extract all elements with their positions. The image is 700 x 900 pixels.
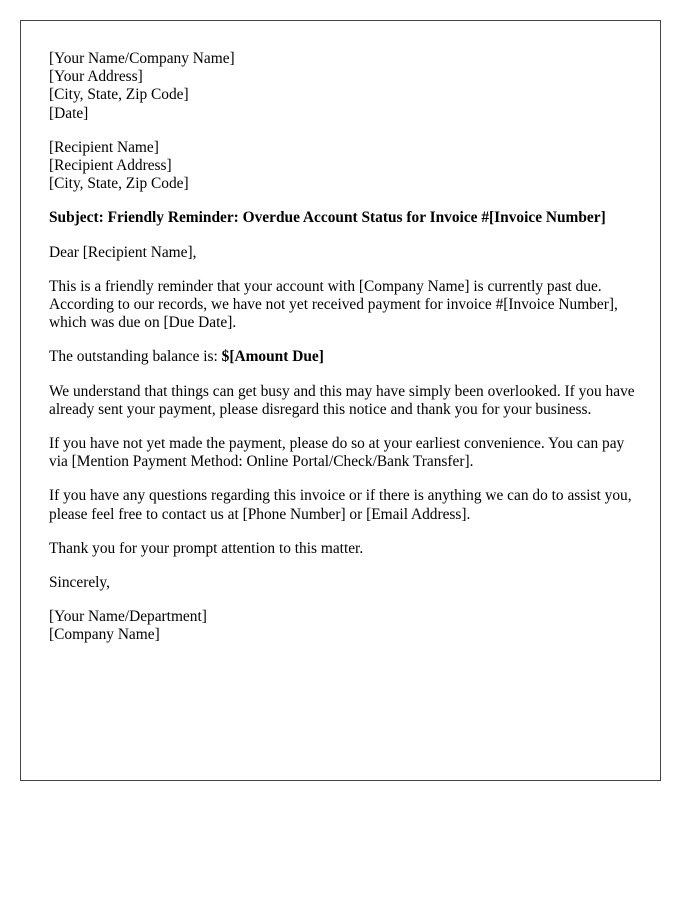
recipient-name: [Recipient Name] — [49, 138, 159, 156]
letter-date: [Date] — [49, 104, 89, 122]
balance-amount: $[Amount Due] — [221, 348, 324, 366]
balance-label: The outstanding balance is: — [49, 348, 222, 366]
sender-block — [49, 50, 639, 123]
letter-content — [49, 50, 639, 661]
paragraph-questions: If you have any questions regarding this invoice or if there is anything we can do to assist you, please feel free to contact us at [Phone Number] or [Email Address]. — [49, 487, 632, 523]
recipient-address: [Recipient Address] — [49, 157, 172, 175]
sender-name: [Your Name/Company Name] — [49, 50, 235, 67]
signature-company: [Company Name] — [49, 626, 160, 644]
sender-address: [Your Address] — [49, 68, 143, 86]
recipient-block — [49, 139, 639, 194]
paragraph-balance — [49, 348, 639, 366]
paragraph-reminder: This is a friendly reminder that your account with [Company Name] is currently past due. According to our records, we have not yet received payment for invoice #[Invoice Number], which was due on [Due Date]. — [49, 277, 618, 332]
paragraph-thanks: Thank you for your prompt attention to this matter. — [49, 539, 364, 557]
signature-block — [49, 608, 639, 644]
subject-line: Subject: Friendly Reminder: Overdue Account Status for Invoice #[Invoice Number] — [49, 209, 606, 227]
letter-page — [20, 20, 661, 781]
salutation: Dear [Recipient Name], — [49, 243, 197, 261]
closing: Sincerely, — [49, 574, 110, 592]
paragraph-overlooked: We understand that things can get busy and this may have simply been overlooked. If you have already sent your payment, please disregard this notice and thank you for your business. — [49, 382, 635, 418]
sender-city-state-zip: [City, State, Zip Code] — [49, 86, 189, 104]
signature-name: [Your Name/Department] — [49, 608, 207, 626]
recipient-city-state-zip: [City, State, Zip Code] — [49, 175, 189, 193]
paragraph-payment: If you have not yet made the payment, please do so at your earliest convenience. You can pay via [Mention Payment Method: Online Portal/Check/Bank Transfer]. — [49, 435, 625, 471]
